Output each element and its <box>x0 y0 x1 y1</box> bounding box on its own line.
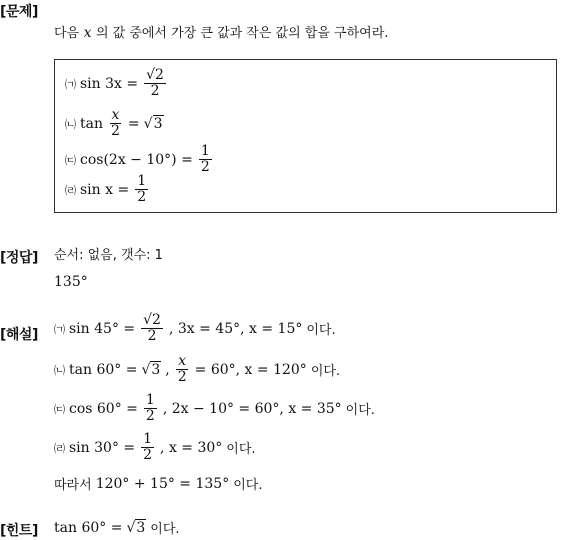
solution-step-2 <box>54 354 340 386</box>
condition-1 <box>65 68 168 100</box>
sqrt-radicand: 2 <box>152 312 161 328</box>
fraction <box>135 174 148 206</box>
step-text: tan 60° = <box>69 361 138 378</box>
step-text: sin 30° = <box>69 439 136 456</box>
fraction: $\frac{√2}{2}$ <box>143 312 161 345</box>
condition-marker: ㈃ <box>65 183 76 197</box>
hint-text <box>54 518 180 537</box>
solution-label: [해설] <box>0 327 38 343</box>
solution-step-3 <box>54 393 375 425</box>
condition-3 <box>65 144 214 176</box>
problem-question <box>54 25 388 42</box>
fraction <box>176 354 189 386</box>
condition-marker: ㈂ <box>54 402 65 416</box>
sqrt: √3 <box>143 115 163 132</box>
conclusion-suffix: 이다. <box>233 478 263 493</box>
numerator: x <box>178 353 187 369</box>
condition-1-lhs: sin 3x = <box>80 75 139 92</box>
condition-box <box>54 59 557 213</box>
step-text: , x = 30° <box>160 439 223 456</box>
fraction <box>199 144 212 176</box>
problem-label: [문제] <box>0 4 38 20</box>
condition-marker: ㈃ <box>54 441 65 455</box>
answer-value: 135° <box>54 274 88 290</box>
condition-marker: ㈁ <box>65 117 76 131</box>
condition-marker: ㈁ <box>54 363 65 377</box>
sqrt-radicand: 3 <box>153 115 163 132</box>
condition-marker: ㈀ <box>65 77 76 91</box>
condition-3-lhs: cos(2x − 10°) = <box>80 151 193 168</box>
denominator: 2 <box>150 83 160 100</box>
sqrt-radicand: 2 <box>155 67 164 83</box>
step-text: = 60°, x = 120° <box>194 361 307 378</box>
denominator: 2 <box>200 159 210 176</box>
hint-label: [힌트] <box>0 523 38 539</box>
denominator: 2 <box>177 369 187 386</box>
sqrt: √3 <box>141 361 161 378</box>
step-text: cos 60° = <box>69 400 138 417</box>
step-text: , <box>165 361 170 378</box>
step-text: sin 45° = <box>69 320 136 337</box>
denominator: 2 <box>111 123 120 140</box>
conclusion-math: 120° + 15° = 135° <box>95 475 230 492</box>
solution-conclusion <box>54 474 262 493</box>
condition-4-lhs: sin x = <box>80 181 130 198</box>
question-text-pre: 다음 <box>54 26 80 41</box>
fraction: $\frac{√2}{2}$ <box>146 67 164 100</box>
answer-label: [정답] <box>0 250 38 266</box>
numerator: 1 <box>143 431 153 447</box>
step-text: , 3x = 45°, x = 15° <box>168 320 303 337</box>
fraction <box>144 393 157 425</box>
condition-marker: ㈂ <box>65 153 76 167</box>
condition-4 <box>65 174 150 206</box>
sqrt-radicand: 3 <box>136 519 146 536</box>
denominator: 2 <box>143 447 153 464</box>
answer-meta: 순서: 없음, 갯수: 1 <box>54 248 163 263</box>
numerator: x <box>111 107 120 123</box>
solution-step-1 <box>54 313 336 345</box>
step-suffix: 이다. <box>306 323 336 339</box>
denominator: 2 <box>145 408 155 425</box>
numerator: 1 <box>145 392 155 408</box>
denominator: 2 <box>147 328 157 345</box>
hint-math: tan 60° = <box>54 519 123 536</box>
numerator: 1 <box>200 143 210 159</box>
step-suffix: 이다. <box>226 442 256 458</box>
numerator: 1 <box>137 173 147 189</box>
denominator: 2 <box>137 189 147 206</box>
step-suffix: 이다. <box>345 403 375 419</box>
condition-2-lhs: tan <box>80 115 103 132</box>
step-suffix: 이다. <box>310 364 341 380</box>
fraction <box>109 108 122 140</box>
question-text-post: 의 값 중에서 가장 큰 값과 작은 값의 합을 구하여라. <box>95 26 389 41</box>
equals-sign: = <box>127 115 140 132</box>
sqrt-radicand: 3 <box>151 361 161 378</box>
step-text: , 2x − 10° = 60°, x = 35° <box>162 400 342 417</box>
solution-step-4 <box>54 432 256 464</box>
conclusion-prefix: 따라서 <box>54 478 92 493</box>
condition-marker: ㈀ <box>54 322 65 336</box>
condition-2 <box>65 108 164 140</box>
hint-suffix: 이다. <box>150 522 180 537</box>
question-variable: x <box>83 25 92 41</box>
fraction <box>141 432 154 464</box>
sqrt: √3 <box>126 519 146 536</box>
